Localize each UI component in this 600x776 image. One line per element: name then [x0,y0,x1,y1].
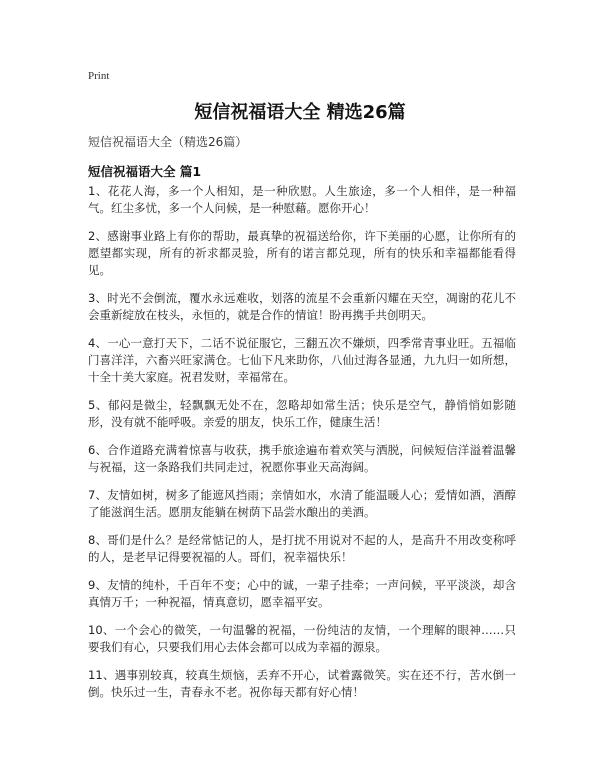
article-body [88,183,516,712]
paragraph: 3、时光不会倒流，覆水永远难收，划落的流星不会重新闪耀在天空，凋谢的花儿不会重新绽放在枝头，永恒的，就是合作的情谊！盼再携手共创明天。 [88,291,516,322]
paragraph: 7、友情如树，树多了能遮风挡雨；亲情如水，水清了能温暖人心；爱情如酒，酒醇了能滋润生活。愿朋友能躺在树荫下品尝水酿出的美酒。 [88,488,516,519]
paragraph: 8、哥们是什么？是经常惦记的人，是打扰不用说对不起的人，是高升不用改变称呼的人，是老早记得要祝福的人。哥们，祝幸福快乐！ [88,533,516,564]
paragraph: 6、合作道路充满着惊喜与收获，携手旅途遍布着欢笑与洒脱，问候短信洋溢着温馨与祝福，这一条路我们共同走过，祝愿你事业天高海阔。 [88,443,516,474]
paragraph: 1、花花人海，多一个人相知，是一种欣慰。人生旅途，多一个人相伴，是一种福气。红尘多忧，多一个人问候，是一种慰藉。愿你开心！ [88,184,516,215]
paragraph: 4、一心一意打天下，二话不说征服它，三翻五次不嫌烦，四季常青事业旺。五福临门喜洋洋，六畜兴旺家满仓。七仙下凡来助你，八仙过海各显通，九九归一如所想，十全十美大家庭。祝君发财，幸福常在。 [88,336,516,384]
paragraph: 9、友情的纯朴，千百年不变；心中的诚，一辈子挂牵；一声问候，平平淡淡，却含真情万千；一种祝福，情真意切，愿幸福平安。 [88,578,516,609]
paragraph: 5、郁闷是微尘，轻飘飘无处不在，忽略却如常生活；快乐是空气，静悄悄如影随形，没有就不能呼吸。亲爱的朋友，快乐工作，健康生活！ [88,398,516,429]
print-link[interactable]: Print [88,70,110,82]
paragraph: 2、感谢事业路上有你的帮助，最真挚的祝福送给你，许下美丽的心愿，让你所有的愿望都实现，所有的祈求都灵验，所有的诺言都兑现，所有的快乐和幸福都能看得见。 [88,229,516,277]
section-heading: 短信祝福语大全 篇1 [88,164,202,179]
page-title: 短信祝福语大全 精选26篇 [194,102,406,123]
paragraph: 10、一个会心的微笑，一句温馨的祝福，一份纯洁的友情，一个理解的眼神……只要我们有心，只要我们用心去体会都可以成为幸福的源泉。 [88,623,516,654]
paragraph: 11、遇事别较真，较真生烦恼，丢弃不开心，试着露微笑。实在还不行，苦水倒一倒。快乐过一生，青春永不老。祝你每天都有好心情！ [88,668,516,699]
document-subtitle: 短信祝福语大全（精选26篇） [88,135,248,149]
